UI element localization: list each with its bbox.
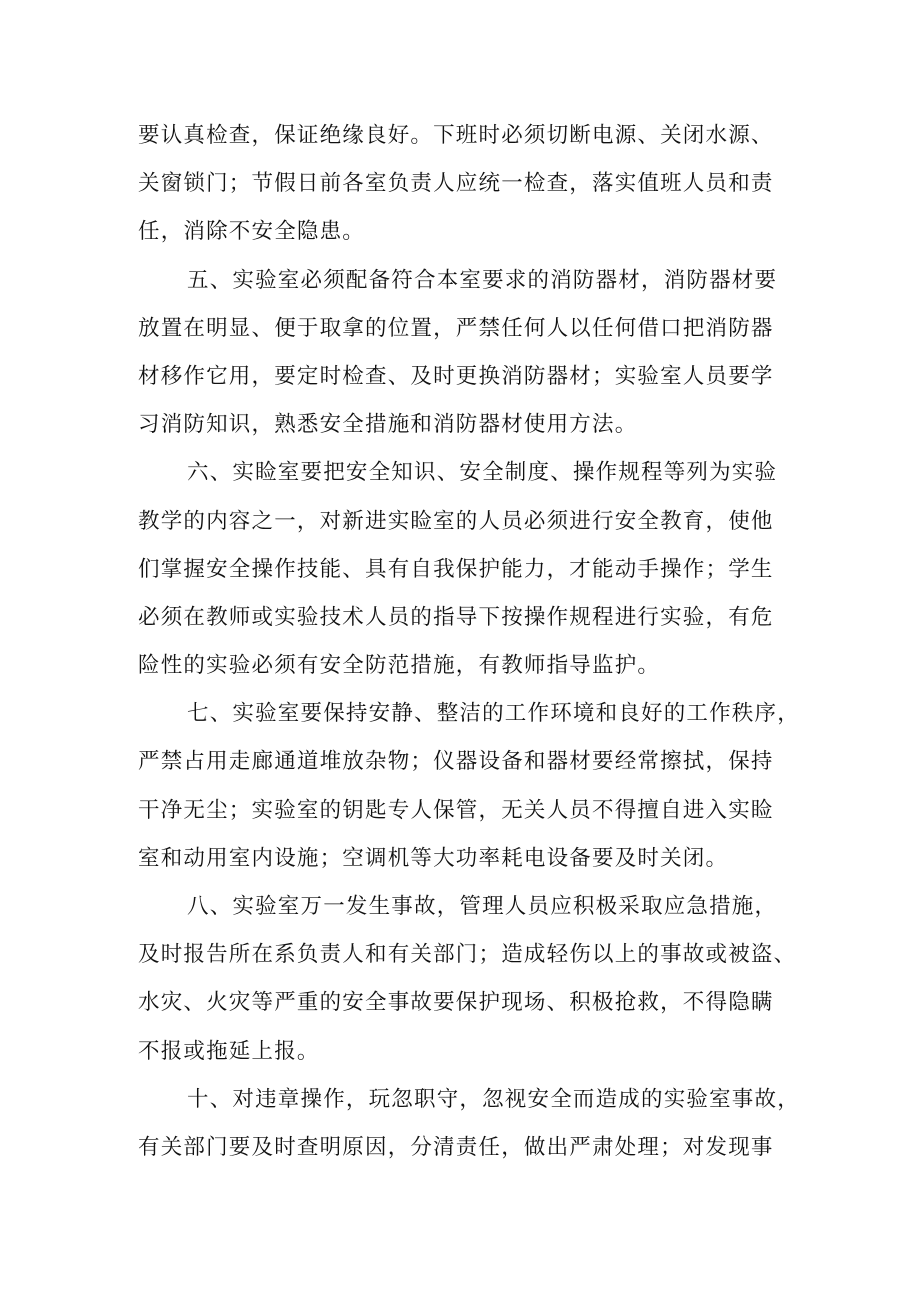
text-line-1: 要认真检查，保证绝缘良好。下班时必须切断电源、关闭水源、	[138, 123, 774, 148]
paragraph-6-start: 六、实睑室要把安全知识、安全制度、操作规程等列为实验	[187, 460, 778, 486]
body-text	[138, 112, 798, 1172]
text-line-18: 及时报告所在系负责人和有关部门；造成轻伤以上的事故或被盗、	[138, 942, 797, 968]
paragraph-10-start: 十、对违章操作，玩忽职守，忽视安全而造成的实验室事故，	[187, 1086, 800, 1112]
paragraph-5-start: 五、实验室必须配备符合本室要求的消防器材，消防器材要	[187, 267, 778, 293]
text-line-9: 教学的内容之一，对新进实睑室的人员必须进行安全教育，使他	[138, 508, 774, 534]
text-line-22: 有关部门要及时查明原因，分清责任，做出严肃处理；对发现事	[138, 1134, 774, 1160]
text-line-19: 水灾、火灾等严重的安全事故要保护现场、积极抢救，不得隐瞒	[138, 990, 774, 1016]
text-line-14: 严禁占用走廊通道堆放杂物；仪器设备和器材要经常擦拭，保持	[138, 749, 774, 775]
text-line-16: 室和动用室内设施；空调机等大功率耗电设备要及时关闭。	[138, 845, 729, 871]
text-line-6: 材移作它用，要定时检查、及时更换消防器材；实验室人员要学	[138, 363, 774, 389]
text-line-2: 关窗锁门；节假日前各室负责人应统一检查，落实值班人员和责	[138, 171, 774, 197]
text-line-5: 放置在明显、便于取拿的位置，严禁任何人以任何借口把消防器	[138, 315, 774, 341]
text-line-15: 干净无尘；实验室的钥匙专人保管，无关人员不得擅自进入实睑	[138, 797, 774, 823]
paragraph-8-start: 八、实验室万一发生事故，管理人员应积极采取应急措施，	[187, 894, 778, 919]
text-line-7: 习消防知识，熟悉安全措施和消防器材使用方法。	[138, 412, 638, 438]
text-line-3: 任，消除不安全隐患。	[138, 219, 366, 245]
text-line-12: 险性的实验必须有安全防范措施，有教师指导监护。	[138, 653, 661, 679]
text-line-10: 们掌握安全操作技能、具有自我保护能力，才能动手操作；学生	[138, 556, 774, 582]
paragraph-7-start: 七、实验室要保持安静、整洁的工作环境和良好的工作秩序，	[187, 701, 800, 727]
text-line-20: 不报或拖延上报。	[138, 1038, 320, 1064]
text-line-11: 必须在教师或实验技术人员的指导下按操作规程进行实验，有危	[138, 604, 774, 630]
